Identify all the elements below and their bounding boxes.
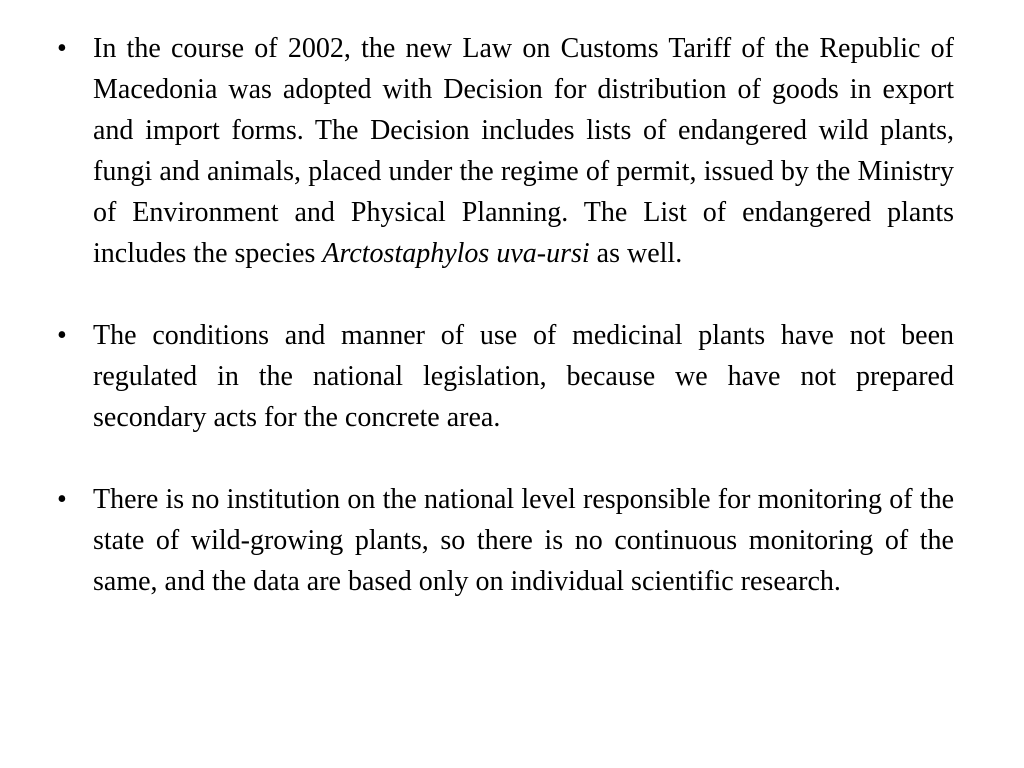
bullet-text: The conditions and manner of use of medicinal plants have not been regulated in the national legislation, because we have not prepared secondary acts for the concrete area.	[93, 320, 954, 433]
bullet-list	[57, 28, 954, 602]
bullet-text: There is no institution on the national level responsible for monitoring of the state of wild-growing plants, so there is no continuous monitoring of the same, and the data are based only on individual scientific research.	[93, 484, 954, 597]
bullet-text-end: as well.	[589, 238, 683, 269]
bullet-icon: •	[57, 320, 67, 351]
bullet-item-monitoring	[57, 479, 954, 602]
species-name: Arctostaphylos uva-ursi	[322, 238, 590, 269]
bullet-icon: •	[57, 484, 67, 515]
bullet-text: In the course of 2002, the new Law on Customs Tariff of the Republic of Macedonia was adopted with Decision for distribution of goods in export and import forms. The Decision includes lists of endangered wild plants, fungi and animals, placed under the regime of permit, issued by the Ministry of Environment and Physical Planning. The List of endangered plants includes the species	[93, 33, 954, 269]
bullet-item-customs-tariff	[57, 28, 954, 274]
bullet-item-medicinal-plants	[57, 315, 954, 438]
bullet-icon: •	[57, 33, 67, 64]
